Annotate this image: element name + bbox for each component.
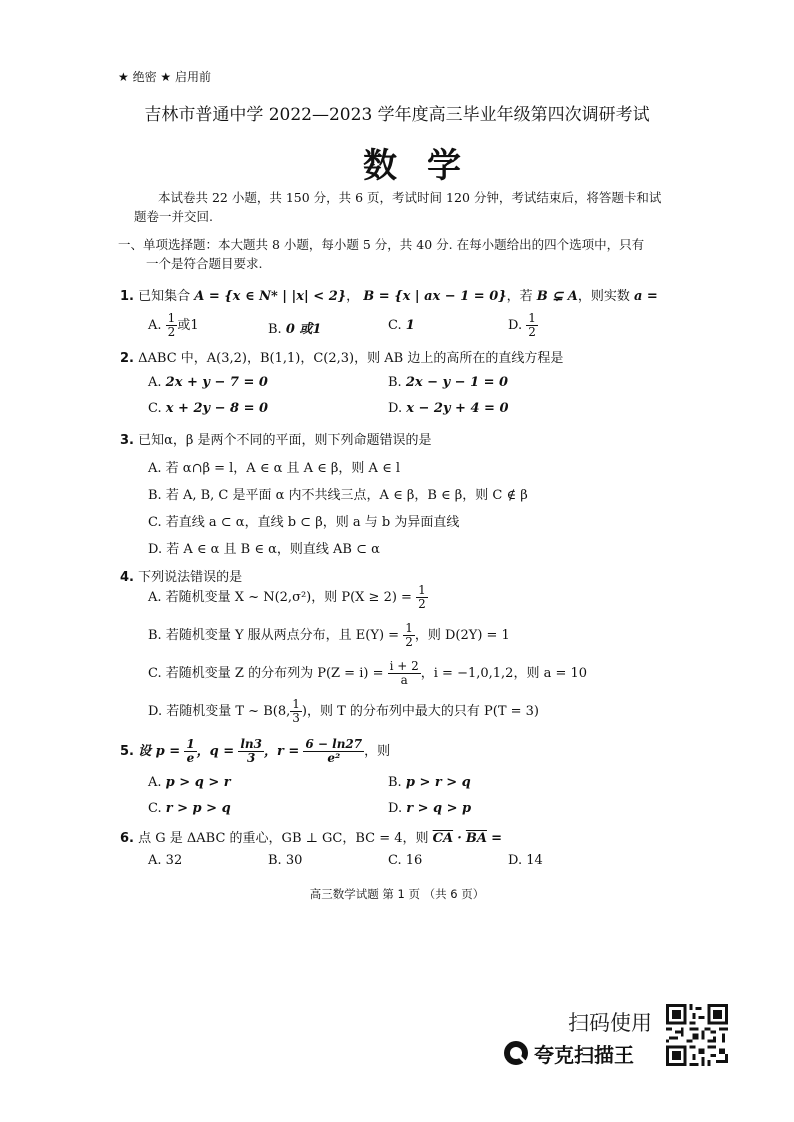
question-1-option-c: C. 1: [388, 318, 415, 333]
exam-notice: [134, 188, 694, 226]
question-4-option-d: D. 若随机变量 T ~ B(8, $\frac{1}{3}$ )，则 T 的分布列中最大的只有 P(T = 3): [148, 697, 540, 725]
quark-logo-icon: [503, 1040, 529, 1066]
question-6-stem: 6. 点 G 是 ΔABC 的重心，GB ⊥ GC，BC = 4，则 $\overline{CA} \cdot \overline{BA}$ =: [120, 831, 503, 846]
notice-line-2: 题卷一并交回.: [134, 209, 213, 224]
question-3-option-c: C. 若直线 a ⊂ α，直线 b ⊂ β，则 a 与 b 为异面直线: [148, 515, 460, 530]
question-5-option-b: B. p > r > q: [388, 775, 471, 790]
question-2-option-b: B. 2x − y − 1 = 0: [388, 375, 509, 390]
question-5-stem: 5. 设 p = $\frac{1}{e}$ ，q = $\frac{\ln 3}{3}$ ，r = $\frac{6 - \ln 27}{\text{e²}}$ ，则: [120, 737, 391, 765]
section-heading: [118, 235, 698, 273]
question-3-option-a: A. 若 α∩β = l，A ∈ α 且 A ∈ β，则 A ∈ l: [148, 461, 400, 476]
section-line-1: 一、单项选择题：本大题共 8 小题，每小题 5 分，共 40 分. 在每小题给出的四个选项中，只有: [118, 237, 645, 252]
question-6-option-c: C. 16: [388, 853, 423, 868]
subject-title: 数学: [363, 146, 491, 186]
page-footer: 高三数学试题 第 1 页 （共 6 页）: [309, 887, 485, 901]
question-6-option-a: A. 32: [148, 853, 183, 868]
question-1-stem: 1. 已知集合 A = {x ∈ N* | |x| < 2}， B = {x | ax − 1 = 0}，若 B ⊊ A，则实数 a =: [120, 289, 658, 304]
question-5-option-c: C. r > p > q: [148, 801, 231, 816]
brand-name: 夸克扫描王: [534, 1043, 634, 1067]
vector-ba: $\overline{BA}$: [465, 831, 487, 846]
scan-to-use-label: 扫码使用: [568, 1011, 652, 1035]
question-2-stem: 2. ΔABC 中，A(3,2)，B(1,1)，C(2,3)，则 AB 边上的高所在的直线方程是: [120, 351, 564, 366]
question-1-option-a: A. $\frac{1}{2}$ 或1: [148, 311, 199, 339]
question-2-option-d: D. x − 2y + 4 = 0: [388, 401, 509, 416]
question-2-option-a: A. 2x + y − 7 = 0: [148, 375, 268, 390]
secret-label: ★ 绝密 ★ 启用前: [118, 70, 211, 84]
question-3-stem: 3. 已知α，β 是两个不同的平面，则下列命题错误的是: [120, 433, 432, 448]
question-1-option-d: D. $\frac{1}{2}$: [508, 311, 536, 339]
vector-ca: $\overline{CA}$: [432, 831, 454, 846]
notice-line-1: 本试卷共 22 小题，共 150 分，共 6 页，考试时间 120 分钟，考试结束后，将答题卡和试: [158, 190, 662, 205]
question-3-option-b: B. 若 A, B, C 是平面 α 内不共线三点，A ∈ β，B ∈ β，则 C ∉ β: [148, 488, 528, 503]
qr-code-icon[interactable]: [666, 1004, 728, 1066]
question-6-option-d: D. 14: [508, 853, 543, 868]
question-6-option-b: B. 30: [268, 853, 303, 868]
question-1-option-b: B. 0 或1: [268, 322, 322, 337]
question-3-option-d: D. 若 A ∈ α 且 B ∈ α，则直线 AB ⊂ α: [148, 542, 380, 557]
question-5-option-d: D. r > q > p: [388, 801, 472, 816]
question-5-option-a: A. p > q > r: [148, 775, 231, 790]
question-4-option-b: B. 若随机变量 Y 服从两点分布，且 E(Y) = $\frac{1}{2}$ ，则 D(2Y) = 1: [148, 621, 510, 649]
exam-title: 吉林市普通中学 2022—2023 学年度高三毕业年级第四次调研考试: [144, 105, 650, 125]
section-line-2: 一个是符合题目要求.: [146, 256, 263, 271]
question-4-option-a: A. 若随机变量 X ~ N(2,σ²)，则 P(X ≥ 2) = $\frac{1}{2}$: [148, 583, 426, 611]
question-4-option-c: C. 若随机变量 Z 的分布列为 P(Z = i) = $\frac{i + 2}{a}$ ，i = −1,0,1,2，则 a = 10: [148, 659, 588, 687]
question-2-option-c: C. x + 2y − 8 = 0: [148, 401, 269, 416]
question-4-stem: 4. 下列说法错误的是: [120, 570, 243, 585]
